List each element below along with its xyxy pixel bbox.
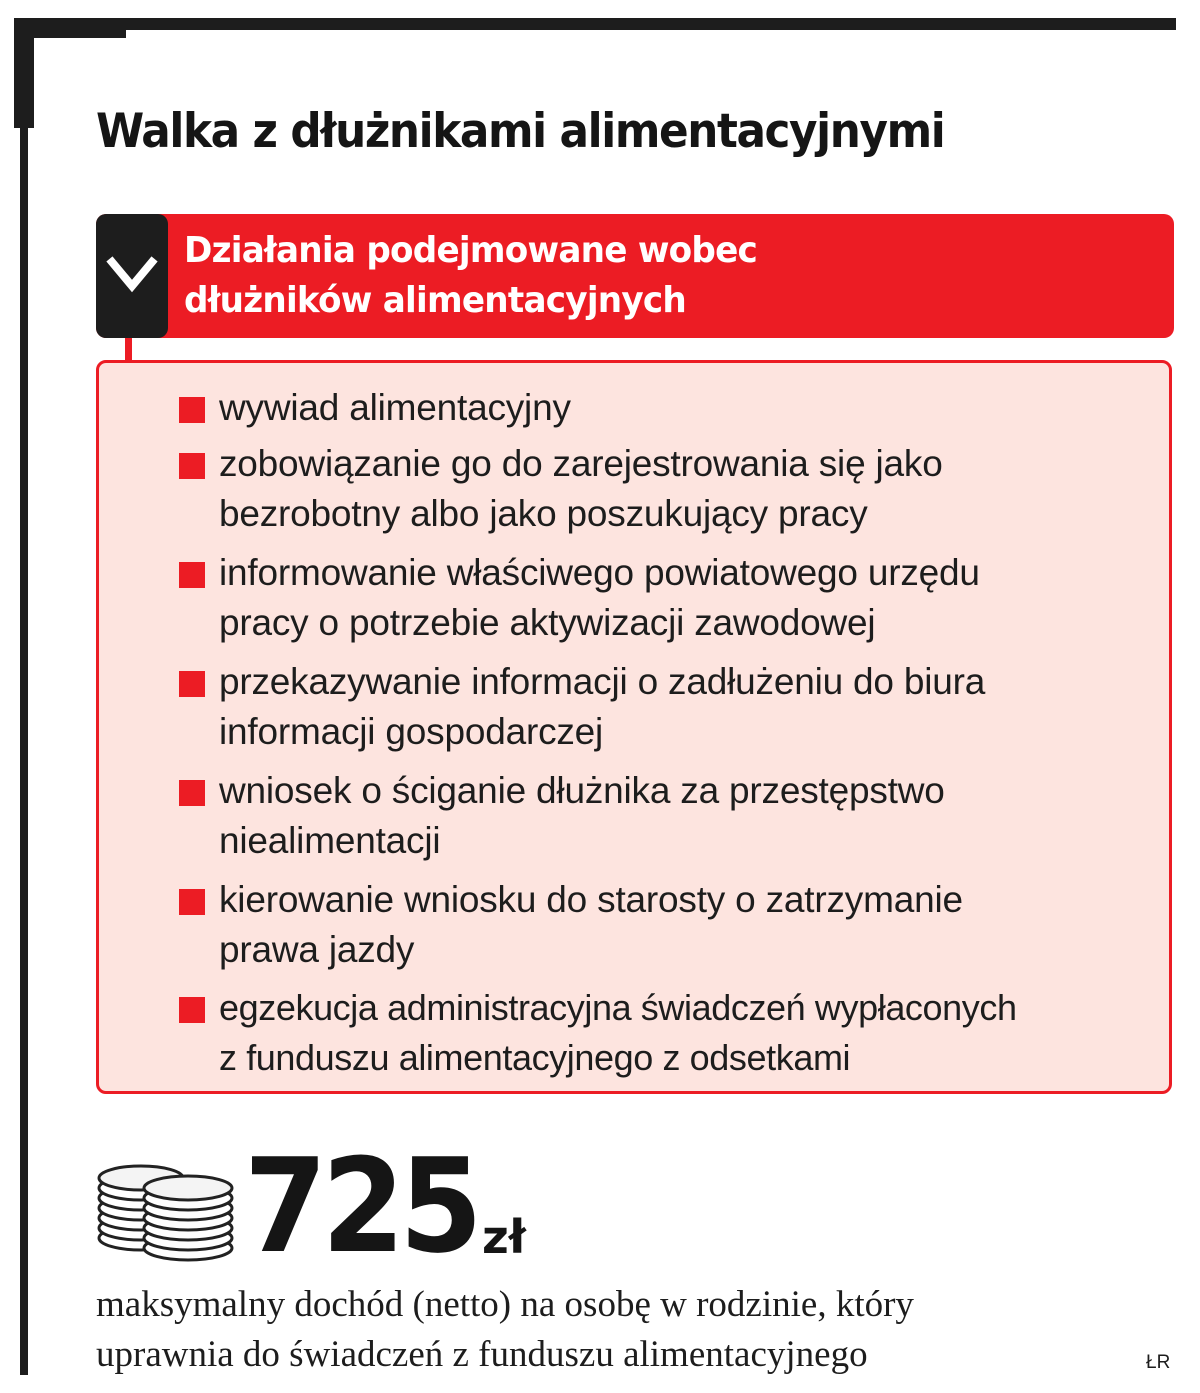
bullet-square-icon — [179, 889, 205, 915]
bullet-square-icon — [179, 562, 205, 588]
list-item — [179, 983, 1200, 1083]
list-item — [179, 875, 1179, 975]
actions-list — [96, 360, 1172, 1094]
bullet-square-icon — [179, 780, 205, 806]
stat-unit: zł — [482, 1210, 526, 1264]
bullet-square-icon — [179, 397, 205, 423]
stat-value: 725 — [244, 1130, 478, 1282]
list-item — [179, 383, 1179, 433]
chevron-box — [96, 214, 168, 338]
section-title — [184, 226, 757, 326]
page-title: Walka z dłużnikami alimentacyjnymi — [96, 104, 945, 159]
frame-top-rule — [14, 18, 1176, 30]
section-title-line2: dłużników alimentacyjnych — [184, 280, 687, 321]
bullet-square-icon — [179, 671, 205, 697]
stat-caption-line2: uprawnia do świadczeń z funduszu alimentacyjnego — [96, 1334, 868, 1375]
coins-icon — [96, 1160, 236, 1264]
bullet-square-icon — [179, 453, 205, 479]
list-item-text: zobowiązanie go do zarejestrowania się jako bezrobotny albo jako poszukujący pracy — [219, 443, 943, 534]
section-title-line1: Działania podejmowane wobec — [184, 230, 758, 271]
list-item-text: wywiad alimentacyjny — [219, 387, 571, 428]
list-item-text: informowanie właściwego powiatowego urzędu pracy o potrzebie aktywizacji zawodowej — [219, 552, 980, 643]
bullet-square-icon — [179, 997, 205, 1023]
list-item-text: kierowanie wniosku do starosty o zatrzymanie prawa jazdy — [219, 879, 963, 970]
stat-caption-line1: maksymalny dochód (netto) na osobę w rodzinie, który — [96, 1284, 914, 1325]
frame-left-rule — [20, 18, 28, 1375]
author-credit: ŁR — [1146, 1352, 1171, 1373]
list-item — [179, 439, 1179, 539]
list-item-text: przekazywanie informacji o zadłużeniu do biura informacji gospodarczej — [219, 661, 986, 752]
list-item — [179, 657, 1179, 757]
section-header — [96, 214, 1174, 338]
list-item — [179, 548, 1179, 648]
connector-line — [125, 338, 132, 362]
list-item-text: wniosek o ściganie dłużnika za przestępstwo niealimentacji — [219, 770, 945, 861]
stat-caption — [96, 1280, 1096, 1380]
list-item — [179, 766, 1179, 866]
list-item-text: egzekucja administracyjna świadczeń wypłaconych z funduszu alimentacyjnego z odsetkami — [219, 987, 1017, 1078]
chevron-down-icon — [106, 256, 158, 296]
